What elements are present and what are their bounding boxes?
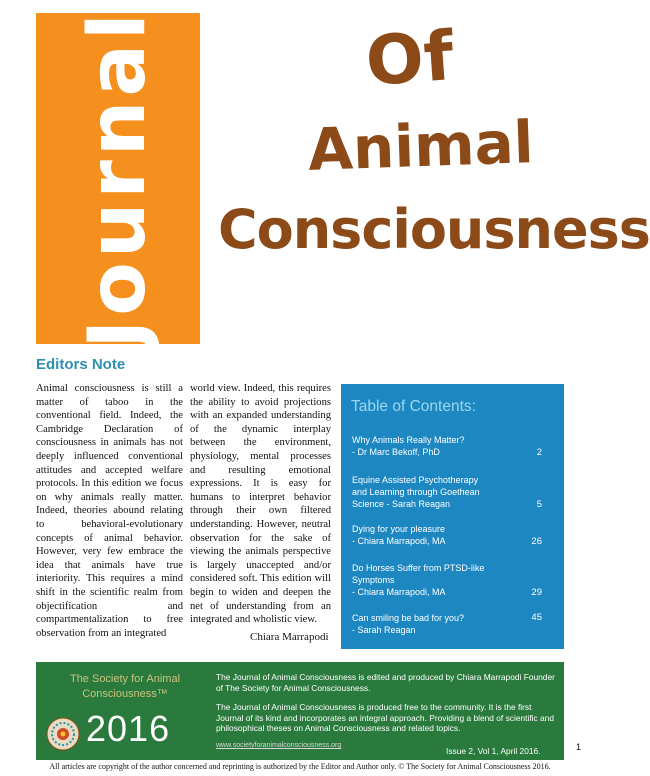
toc-entry[interactable] <box>352 523 556 547</box>
page-number: 1 <box>576 742 582 752</box>
toc-entry-author: - Sarah Reagan <box>352 625 416 635</box>
toc-entry-author: - Chiara Marrapodi, MA <box>352 536 446 546</box>
toc-entry-author: - Chiara Marrapodi, MA <box>352 587 446 597</box>
toc-entry-title: Do Horses Suffer from PTSD-like <box>352 563 485 573</box>
toc-entry-title-cont: Symptoms <box>352 575 395 585</box>
toc-entry-page: 2 <box>536 447 542 458</box>
issue-year: 2016 <box>86 708 171 749</box>
toc-entry-author: Science - Sarah Reagan <box>352 499 451 509</box>
society-website-link[interactable]: www.societyforanimalconsciousness.org <box>216 742 342 749</box>
mandala-seal-icon <box>46 717 80 751</box>
society-name-line-2: Consciousness™ <box>82 688 168 700</box>
editors-note-column-2: world view. Indeed, this requires the ability to avoid projections with an expanded understanding of the dynamic interplay between the environment, physiology, mental processes and resulting emotional expressions. It is easy for humans to interpret behavior through their own filtered understanding. However, neutral observation for the sake of viewing the animals perspective is largely unaccepted and/or considered soft. This edition will begin to widen and deepen the net of understanding from an integrated and wholistic view. <box>190 383 331 626</box>
editors-note-column-1: Animal consciousness is still a matter of taboo in the conventional field. Indeed, the Cambridge Declaration of consciousness in animals has not deeply influenced conventional attitudes and accepted welfare protocols. In this edition we focus on why animals really matter. Indeed, theories abound relating to behavioral-evolutionary concepts of animal behavior. However, very few embrace the idea that animals have true interiority. This requires a mind shift in the scientific realm from objectification and compartmentalization to free observation from an integrated <box>36 383 183 639</box>
footer-panel <box>36 662 564 760</box>
editor-signature: Chiara Marrapodi <box>250 631 329 643</box>
footer-editor-info: The Journal of Animal Consciousness is edited and produced by Chiara Marrapodi Founder of The Society for Animal Consciousness. <box>216 672 555 693</box>
title-animal: Animal <box>306 108 535 184</box>
toc-entry-author: - Dr Marc Bekoff, PhD <box>352 447 440 457</box>
toc-entry-page: 29 <box>531 587 542 598</box>
editors-note-heading: Editors Note <box>36 356 126 373</box>
journal-banner <box>36 8 200 349</box>
society-name-line-1: The Society for Animal <box>69 673 181 685</box>
footer-journal-info: The Journal of Animal Consciousness is produced free to the community. It is the first Journal of its kind and incorporates an integral approach. Providing a blend of scientific and philosophical theses on Animal Consciousness and related topics. <box>216 702 554 733</box>
toc-entry-title: Dying for your pleasure <box>352 524 446 534</box>
toc-entry[interactable] <box>352 562 556 598</box>
toc-entry-page: 5 <box>536 499 542 510</box>
toc-entry-title: Can smiling be bad for you? <box>352 613 465 623</box>
copyright-notice: All articles are copyright of the author concerned and reprinting is authorized by the Editor and Author only. © The Society for Animal Consciousness 2016. <box>49 762 551 771</box>
toc-entry-title-cont: and Learning through Goethean <box>352 487 480 497</box>
toc-entry[interactable] <box>352 612 556 636</box>
table-of-contents <box>341 384 564 649</box>
toc-entry-page: 26 <box>531 536 542 547</box>
toc-entry-page: 45 <box>531 612 542 623</box>
toc-title: Table of Contents: <box>351 398 476 415</box>
title-consciousness: Consciousness <box>218 198 650 261</box>
toc-entry-title: Why Animals Really Matter? <box>352 435 465 445</box>
toc-entry[interactable] <box>352 434 556 458</box>
toc-entry[interactable] <box>352 474 556 510</box>
toc-entry-title: Equine Assisted Psychotherapy <box>352 475 479 485</box>
title-of: Of <box>363 17 457 102</box>
issue-info: Issue 2, Vol 1, April 2016. <box>446 746 541 756</box>
banner-word: Journal <box>73 8 163 349</box>
